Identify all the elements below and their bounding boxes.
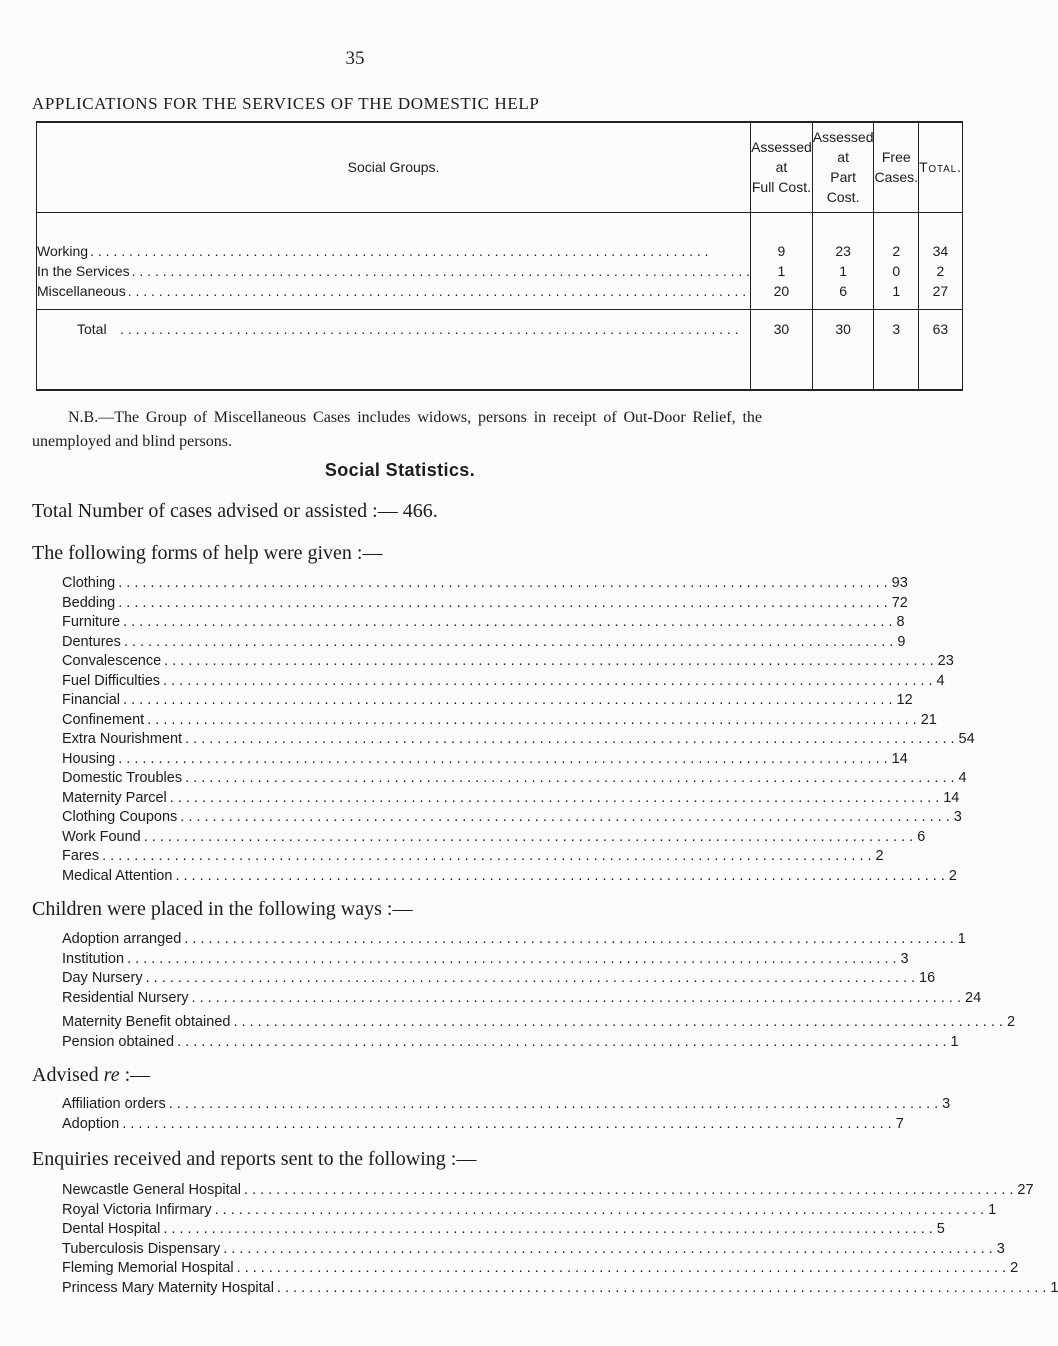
enquiries-list (62, 1182, 1058, 1299)
list-item-label: Work Found (62, 828, 141, 845)
total-cell: 2 (919, 261, 963, 281)
free-cases-cell: 2 (874, 212, 919, 261)
list-item-label: Fares (62, 848, 100, 864)
total-label: Total (77, 320, 107, 337)
list-item-value: 93 (891, 575, 908, 591)
help-heading: The following forms of help were given :— (32, 542, 383, 564)
list-item (62, 867, 957, 888)
list-item (62, 1033, 959, 1054)
list-item (62, 750, 908, 771)
dot-leader (184, 931, 953, 947)
total-cases-line: Total Number of cases advised or assisted :— 466. (32, 500, 438, 522)
total-cell: 27 (919, 281, 963, 310)
dot-leader (233, 1014, 1002, 1030)
list-item-value: 14 (943, 789, 960, 806)
list-item-label: Extra Nourishment (62, 731, 183, 747)
full-cost-cell: 1 (751, 261, 813, 281)
list-item (62, 950, 909, 971)
list-item (62, 1115, 904, 1136)
list-item-label: Convalescence (62, 653, 162, 669)
list-item-label: Adoption arranged (62, 931, 182, 947)
list-item (62, 614, 905, 634)
list-item-value: 54 (958, 731, 975, 747)
dot-leader (122, 1116, 891, 1132)
dot-leader (180, 809, 949, 825)
total-free-cases: 3 (874, 309, 919, 390)
dot-leader (163, 673, 932, 689)
dot-leader (277, 1280, 1046, 1296)
total-part-cost: 30 (812, 309, 874, 390)
list-item-label: Clothing (62, 575, 116, 591)
part-cost-cell: 23 (812, 212, 874, 261)
list-item-value: 8 (896, 614, 905, 630)
advised-list (62, 1096, 951, 1135)
list-item-value: 2 (1010, 1260, 1019, 1276)
dot-leader (118, 575, 887, 591)
list-item (62, 1221, 945, 1241)
list-item-value: 1 (988, 1201, 997, 1218)
page-heading: APPLICATIONS FOR THE SERVICES OF THE DOMESTIC HELP (32, 94, 540, 113)
note-paragraph: N.B.—The Group of Miscellaneous Cases includes widows, persons in receipt of Out-Door Relief, the unemployed and blind persons. (32, 409, 762, 450)
total-full-cost: 30 (751, 309, 813, 390)
list-item (62, 828, 926, 849)
list-item (62, 692, 913, 712)
table-row (37, 261, 963, 281)
list-item (62, 789, 960, 810)
list-item-label: Pension obtained (62, 1033, 175, 1050)
table-total-row (37, 309, 963, 390)
dot-leader (185, 731, 954, 747)
list-item (62, 1014, 1016, 1034)
list-item (62, 770, 967, 790)
page-number: 35 (345, 48, 365, 69)
list-item-label: Clothing Coupons (62, 809, 178, 825)
list-item-label: Furniture (62, 614, 121, 630)
group-label: In the Services (37, 262, 130, 279)
grand-total: 63 (919, 309, 963, 390)
help-list (62, 575, 975, 887)
list-item (62, 809, 962, 829)
list-item-label: Maternity Parcel (62, 789, 167, 806)
dot-leader (177, 1034, 946, 1050)
header-social-groups: Social Groups. (37, 122, 751, 212)
list-item-value: 3 (942, 1096, 951, 1112)
dot-leader (169, 1096, 938, 1112)
list-item-label: Dentures (62, 633, 121, 650)
free-cases-cell: 1 (874, 281, 919, 310)
list-item-value: 3 (900, 950, 909, 967)
list-item-value: 7 (895, 1115, 904, 1132)
header-full-cost: Assessed at Full Cost. (751, 122, 813, 212)
list-item (62, 989, 982, 1010)
list-item-label: Institution (62, 950, 125, 967)
full-cost-cell: 9 (751, 212, 813, 261)
list-item (62, 1096, 951, 1116)
part-cost-cell: 1 (812, 261, 874, 281)
list-item-value: 72 (891, 594, 908, 611)
table-row (37, 281, 963, 310)
header-part-cost: Assessed at Part Cost. (812, 122, 874, 212)
list-item-label: Housing (62, 750, 116, 767)
list-item (62, 1182, 1034, 1202)
dot-leader (175, 868, 944, 884)
list-item-value: 6 (917, 828, 926, 845)
dot-leader (118, 751, 887, 767)
group-label: Miscellaneous (37, 282, 126, 299)
children-list (62, 931, 982, 1009)
list-item (62, 970, 936, 990)
dot-leader (185, 770, 954, 786)
header-total: Total. (919, 122, 963, 212)
section-title-social-statistics: Social Statistics. (324, 460, 476, 480)
list-item-value: 21 (920, 711, 937, 728)
list-item (62, 1240, 1005, 1261)
list-item-value: 16 (919, 970, 936, 986)
dot-leader (144, 829, 913, 845)
list-item-label: Maternity Benefit obtained (62, 1014, 231, 1030)
children-heading: Children were placed in the following ways :— (32, 898, 413, 920)
list-item-label: Residential Nursery (62, 989, 189, 1006)
enquiries-heading: Enquiries received and reports sent to the following :— (32, 1148, 477, 1170)
list-item-value: 2 (875, 848, 884, 864)
list-item-value: 9 (897, 633, 906, 650)
list-item-label: Fuel Difficulties (62, 672, 161, 689)
list-item-value: 27 (1017, 1182, 1034, 1198)
list-item-label: Princess Mary Maternity Hospital (62, 1279, 274, 1296)
list-item (62, 731, 975, 751)
list-item-value: 14 (891, 750, 908, 767)
benefit-list (62, 1014, 1016, 1053)
list-item (62, 653, 954, 673)
table-header-row (37, 122, 963, 212)
list-item-value: 2 (948, 867, 957, 884)
list-item-value: 1 (1050, 1279, 1058, 1296)
dot-leader (146, 970, 915, 986)
list-item (62, 931, 966, 951)
advised-heading: Advised re :— (32, 1064, 151, 1086)
list-item-label: Adoption (62, 1115, 120, 1132)
list-item (62, 594, 908, 615)
dot-leader (163, 1221, 932, 1237)
list-item (62, 633, 906, 654)
list-item-value: 1 (950, 1033, 959, 1050)
dot-leader (123, 692, 892, 708)
dot-leader (192, 990, 961, 1006)
dot-leader (118, 595, 887, 611)
list-item-label: Domestic Troubles (62, 770, 183, 786)
dot-leader (147, 712, 916, 728)
list-item-value: 3 (953, 809, 962, 825)
dot-leader (215, 1202, 984, 1218)
dot-leader (164, 653, 933, 669)
list-item-label: Affiliation orders (62, 1096, 166, 1112)
header-free-cases: Free Cases. (874, 122, 919, 212)
dot-leader (223, 1241, 992, 1257)
list-item-value: 1 (957, 931, 966, 947)
list-item-label: Bedding (62, 594, 116, 611)
list-item-value: 4 (936, 672, 945, 689)
list-item-value: 2 (1006, 1014, 1016, 1030)
list-item (62, 575, 908, 595)
list-item (62, 848, 884, 868)
list-item-label: Financial (62, 692, 121, 708)
dot-leader (170, 790, 939, 806)
free-cases-cell: 0 (874, 261, 919, 281)
list-item-label: Medical Attention (62, 867, 173, 884)
full-cost-cell: 20 (751, 281, 813, 310)
list-item-label: Confinement (62, 711, 145, 728)
list-item-value: 24 (965, 989, 982, 1006)
total-cell: 34 (919, 212, 963, 261)
group-label: Working (37, 242, 89, 259)
list-item-label: Tuberculosis Dispensary (62, 1240, 221, 1257)
list-item (62, 1201, 997, 1222)
list-item-label: Day Nursery (62, 970, 143, 986)
dot-leader (102, 848, 871, 864)
dot-leader (244, 1182, 1013, 1198)
list-item-label: Fleming Memorial Hospital (62, 1260, 234, 1276)
list-item-value: 3 (996, 1240, 1005, 1257)
list-item-label: Newcastle General Hospital (62, 1182, 241, 1198)
list-item-label: Royal Victoria Infirmary (62, 1201, 212, 1218)
table-row (37, 212, 963, 261)
list-item-value: 12 (896, 692, 913, 708)
dot-leader (123, 614, 892, 630)
list-item (62, 1260, 1019, 1280)
part-cost-cell: 6 (812, 281, 874, 310)
dot-leader (237, 1260, 1006, 1276)
dot-leader (124, 634, 893, 650)
list-item (62, 1279, 1058, 1300)
list-item-label: Dental Hospital (62, 1221, 161, 1237)
list-item-value: 5 (936, 1221, 945, 1237)
social-groups-table (36, 121, 963, 391)
list-item (62, 672, 945, 693)
list-item-value: 4 (958, 770, 967, 786)
list-item-value: 23 (937, 653, 954, 669)
dot-leader (127, 951, 896, 967)
list-item (62, 711, 937, 732)
